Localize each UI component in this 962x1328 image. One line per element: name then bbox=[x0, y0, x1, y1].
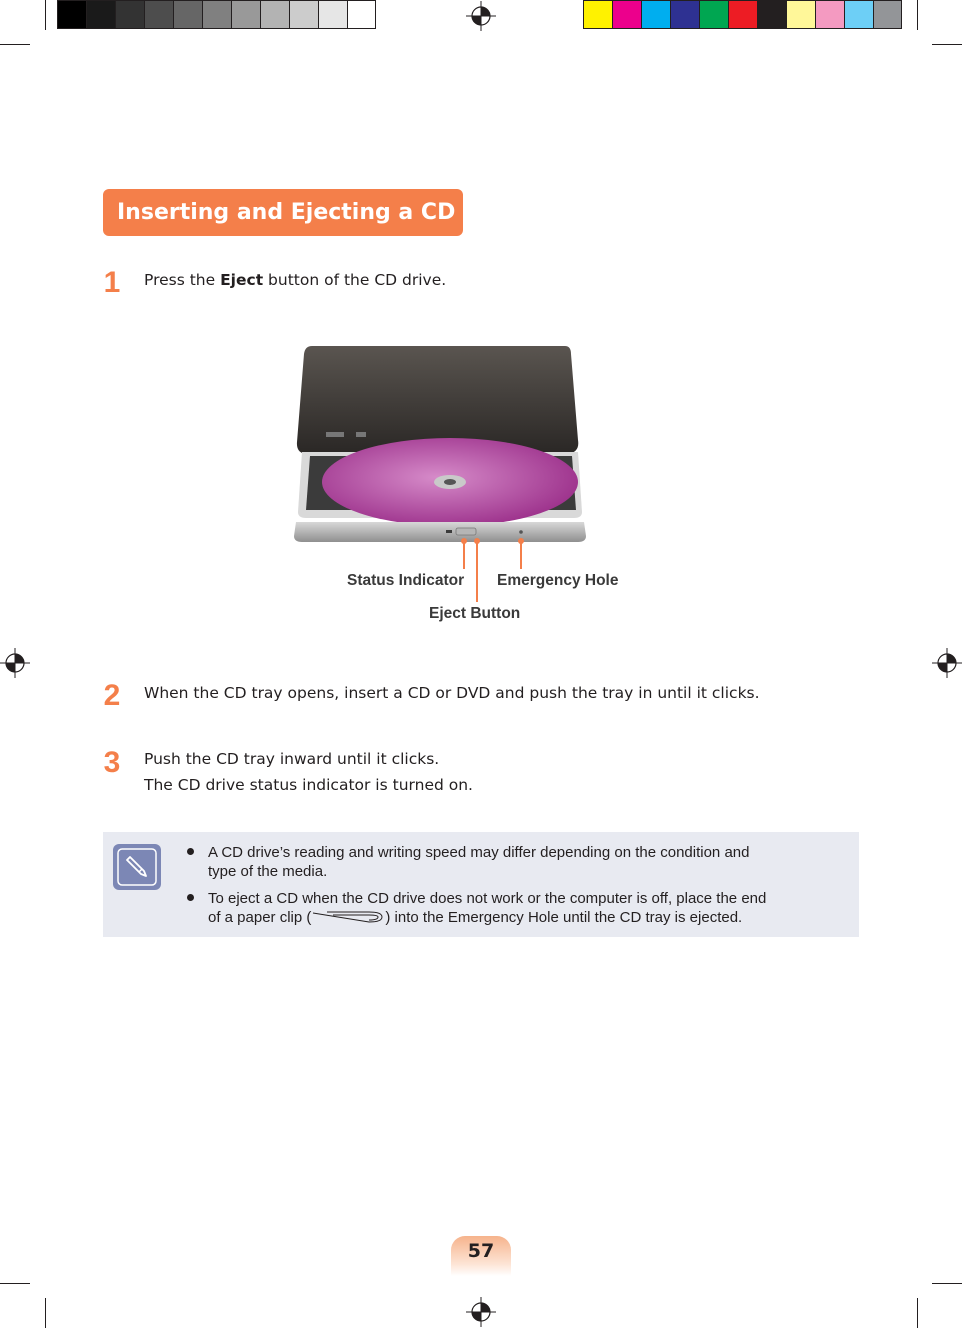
paper-clip-icon bbox=[311, 910, 385, 924]
color-swatch-9 bbox=[844, 0, 873, 29]
registration-target-icon bbox=[932, 648, 962, 678]
crop-mark bbox=[932, 44, 962, 45]
color-swatch-10 bbox=[873, 0, 902, 29]
crop-mark bbox=[0, 44, 30, 45]
color-swatch-5 bbox=[728, 0, 757, 29]
gray-swatch-8 bbox=[289, 0, 318, 29]
eject-button-leader bbox=[476, 541, 478, 602]
color-swatch-2 bbox=[641, 0, 670, 29]
step-2-text: When the CD tray opens, insert a CD or DVD and push the tray in until it clicks. bbox=[144, 684, 760, 702]
color-swatch-4 bbox=[699, 0, 728, 29]
gray-swatch-9 bbox=[318, 0, 347, 29]
note-bullet bbox=[187, 848, 194, 855]
gray-swatch-3 bbox=[144, 0, 173, 29]
gray-swatch-4 bbox=[173, 0, 202, 29]
page-number: 57 bbox=[467, 1240, 495, 1262]
note-item-1: A CD drive’s reading and writing speed may differ depending on the condition and type of the media. bbox=[208, 844, 750, 880]
step-3-number: 3 bbox=[103, 746, 121, 779]
note-bullet bbox=[187, 894, 194, 901]
emergency-hole-leader-dot bbox=[518, 538, 524, 544]
gray-swatch-10 bbox=[347, 0, 376, 29]
emergency-hole-leader bbox=[520, 541, 522, 569]
cd-drive-illustration bbox=[290, 340, 600, 560]
step-2-number: 2 bbox=[103, 679, 121, 712]
step-3-line-1: Push the CD tray inward until it clicks. bbox=[144, 750, 440, 768]
status-indicator-leader bbox=[463, 541, 465, 569]
section-title: Inserting and Ejecting a CD bbox=[103, 189, 463, 236]
color-swatch-3 bbox=[670, 0, 699, 29]
color-swatch-7 bbox=[786, 0, 815, 29]
color-swatch-bar bbox=[583, 0, 902, 31]
gray-swatch-6 bbox=[231, 0, 260, 29]
registration-target-icon bbox=[466, 1297, 496, 1327]
gray-swatch-2 bbox=[115, 0, 144, 29]
color-swatch-1 bbox=[612, 0, 641, 29]
eject-keyword: Eject bbox=[220, 271, 264, 289]
crop-mark bbox=[917, 0, 918, 30]
crop-mark bbox=[0, 1283, 30, 1284]
note-item-2: To eject a CD when the CD drive does not work or the computer is off, place the end of a paper clip ( ) into the Emergency Hole until the CD tray is ejected. bbox=[208, 890, 767, 926]
emergency-hole-label: Emergency Hole bbox=[497, 572, 619, 589]
gray-swatch-1 bbox=[86, 0, 115, 29]
gray-swatch-bar bbox=[57, 0, 376, 31]
eject-button-leader-dot bbox=[474, 538, 480, 544]
step-1-number: 1 bbox=[103, 266, 121, 299]
note-icon-badge bbox=[113, 844, 161, 890]
status-indicator-label: Status Indicator bbox=[347, 572, 465, 589]
crop-mark bbox=[45, 1298, 46, 1328]
registration-target-icon bbox=[466, 1, 496, 31]
color-swatch-0 bbox=[583, 0, 612, 29]
gray-swatch-7 bbox=[260, 0, 289, 29]
step-1-text: Press the Eject button of the CD drive. bbox=[144, 271, 447, 289]
registration-target-icon bbox=[0, 648, 30, 678]
color-swatch-6 bbox=[757, 0, 786, 29]
color-swatch-8 bbox=[815, 0, 844, 29]
crop-mark bbox=[932, 1283, 962, 1284]
crop-mark bbox=[917, 1298, 918, 1328]
gray-swatch-5 bbox=[202, 0, 231, 29]
crop-mark bbox=[45, 0, 46, 30]
eject-button-label: Eject Button bbox=[429, 605, 521, 622]
status-indicator-leader-dot bbox=[461, 538, 467, 544]
pencil-icon bbox=[113, 844, 161, 890]
gray-swatch-0 bbox=[57, 0, 86, 29]
step-3-line-2: The CD drive status indicator is turned on. bbox=[144, 776, 473, 794]
